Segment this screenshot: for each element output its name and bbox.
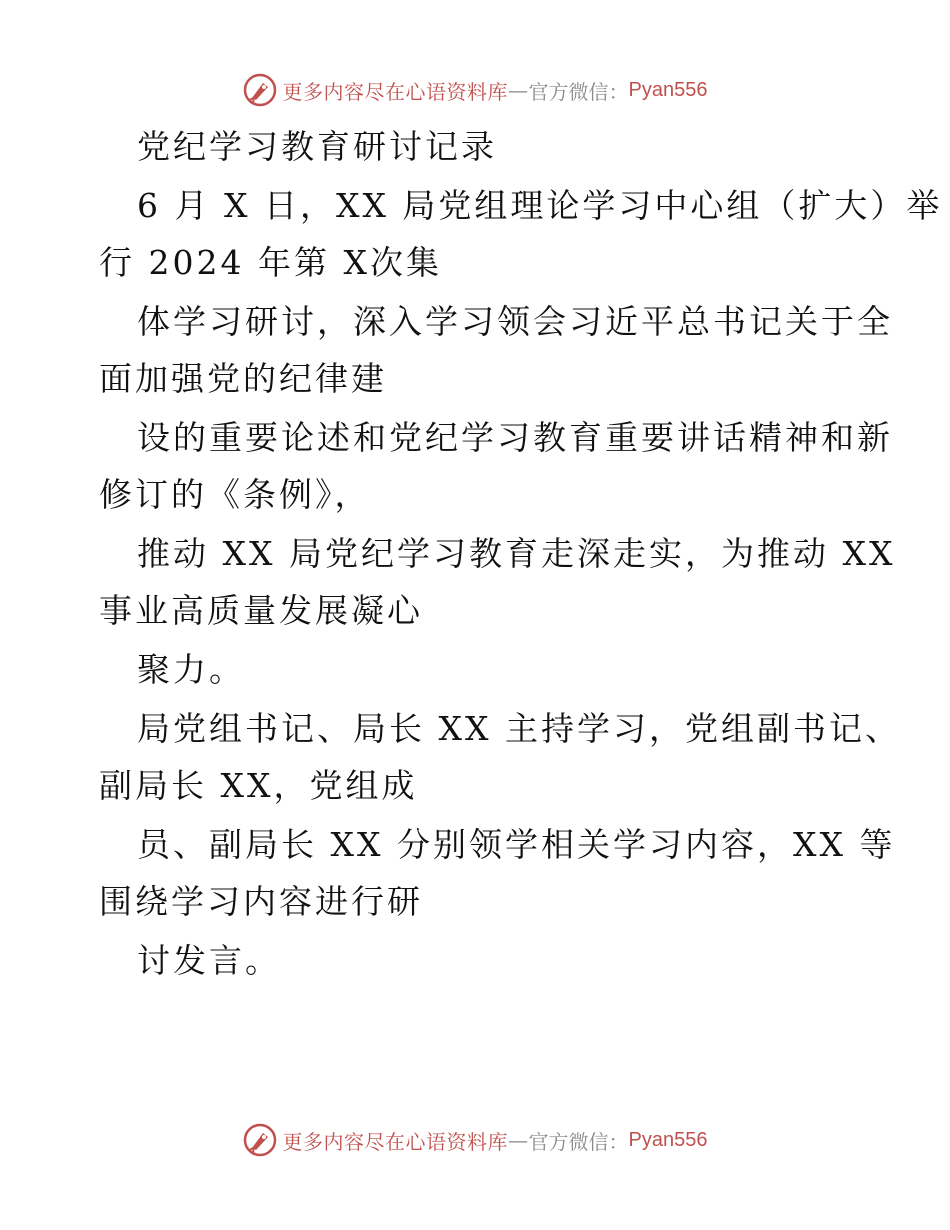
paragraph-line: 修订的《条例》， [99,475,371,514]
paragraph-line: 围绕学习内容进行研 [99,882,423,921]
pen-nib-logo-icon [243,73,277,107]
watermark-dash: — [508,1128,529,1152]
paragraph-line: 6 月 X 日，XX 局党组理论学习中心组（扩大）举 [137,186,943,225]
watermark-site-text: 更多内容尽在心语资料库 [282,79,509,104]
watermark-site-text: 更多内容尽在心语资料库 [282,1129,509,1154]
watermark-wechat-label: 官方微信： [528,79,629,104]
footer-watermark [0,1120,950,1160]
paragraph-line: 聚力。 [137,650,245,689]
paragraph-line: 面加强党的纪律建 [99,359,387,398]
watermark-wechat-label: 官方微信： [528,1129,629,1154]
paragraph-line: 事业高质量发展凝心 [99,591,423,630]
paragraph-line: 体学习研讨，深入学习领会习近平总书记关于全 [137,302,893,341]
watermark-dash: — [508,78,529,102]
watermark-wechat-id: Pyan556 [628,1128,708,1151]
header-watermark [0,70,950,110]
paragraph-line: 员、副局长 XX 分别领学相关学习内容，XX 等 [137,825,896,864]
paragraph-line: 讨发言。 [137,941,281,980]
document-title: 党纪学习教育研讨记录 [137,127,497,166]
watermark-wechat-id: Pyan556 [628,78,708,101]
paragraph-line: 设的重要论述和党纪学习教育重要讲话精神和新 [137,418,893,457]
paragraph-line: 局党组书记、局长 XX 主持学习，党组副书记、 [137,709,901,748]
pen-nib-logo-icon [243,1123,277,1157]
paragraph-line: 推动 XX 局党纪学习教育走深走实，为推动 XX [137,534,896,573]
paragraph-line: 行 2024 年第 X次集 [99,243,442,282]
paragraph-line: 副局长 XX，党组成 [99,766,418,805]
